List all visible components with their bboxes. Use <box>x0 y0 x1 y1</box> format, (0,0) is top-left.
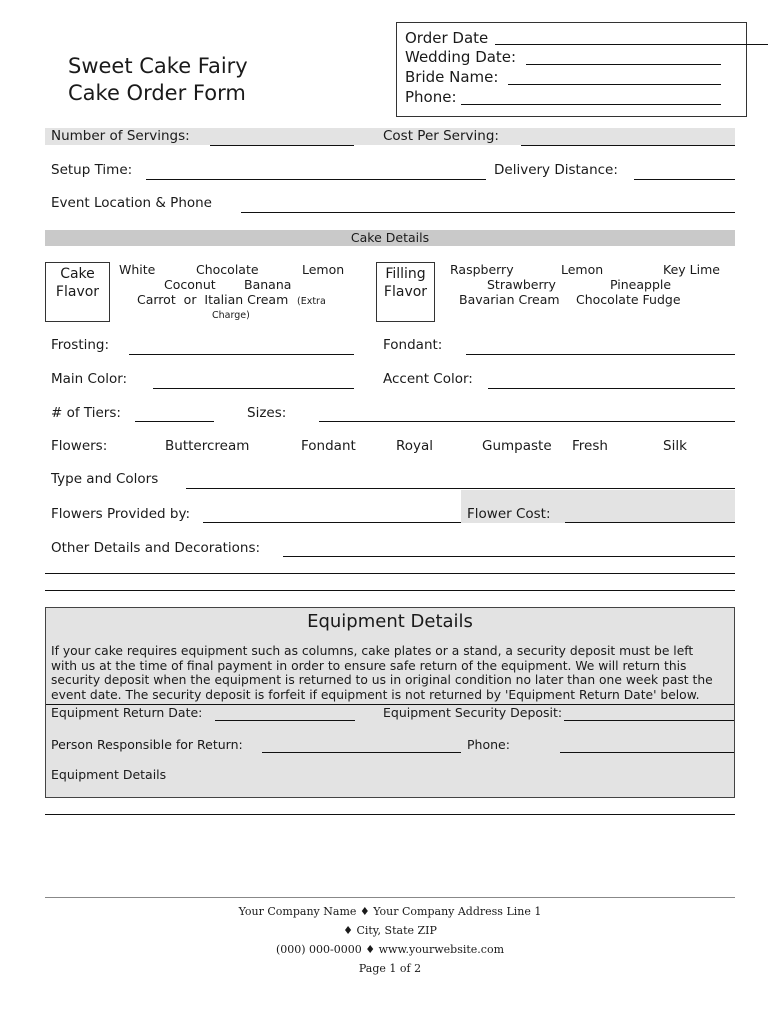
security-deposit-label: Equipment Security Deposit: <box>383 705 563 720</box>
footer-divider <box>45 897 735 898</box>
filling-key-lime[interactable]: Key Lime <box>663 262 720 277</box>
equipment-paragraph-line1: If your cake requires equipment such as columns, cake plates or a stand, a security deposit must be left <box>51 644 694 658</box>
cake-details-title: Cake Details <box>350 230 430 245</box>
extra-charge-line1: (Extra <box>297 296 326 307</box>
equipment-title: Equipment Details <box>307 611 473 632</box>
cake-flavor-box-line1: Cake <box>60 266 95 282</box>
bride-name-label: Bride Name: <box>405 68 499 86</box>
flower-cost-field[interactable] <box>565 522 735 523</box>
accent-color-field[interactable] <box>488 388 735 389</box>
equipment-details-line[interactable] <box>45 814 735 815</box>
other-details-field[interactable] <box>283 556 735 557</box>
filling-flavor-box <box>376 262 435 322</box>
phone-field[interactable] <box>461 104 721 105</box>
flower-cost-label: Flower Cost: <box>467 506 551 522</box>
equipment-paragraph-line3: security deposit when the equipment is returned to us in original condition no later than one week past the <box>51 673 713 687</box>
return-date-field[interactable] <box>215 720 355 721</box>
cake-flavor-banana[interactable]: Banana <box>244 277 292 292</box>
return-date-label: Equipment Return Date: <box>51 705 203 720</box>
cake-flavor-white[interactable]: White <box>119 262 156 277</box>
flower-fresh[interactable]: Fresh <box>572 438 608 454</box>
extra-charge-line2: Charge) <box>212 310 250 321</box>
order-date-field[interactable] <box>495 44 768 45</box>
filling-chocolate-fudge[interactable]: Chocolate Fudge <box>576 292 681 307</box>
flower-silk[interactable]: Silk <box>663 438 687 454</box>
main-color-field[interactable] <box>153 388 354 389</box>
other-details-line-2[interactable] <box>45 573 735 574</box>
tiers-label: # of Tiers: <box>51 405 121 421</box>
type-colors-label: Type and Colors <box>51 471 159 487</box>
filling-flavor-box-line1: Filling <box>385 266 426 282</box>
filling-pineapple[interactable]: Pineapple <box>610 277 672 292</box>
equipment-phone-label: Phone: <box>467 737 510 752</box>
main-color-label: Main Color: <box>51 371 128 387</box>
equipment-paragraph-line4: event date. The security deposit is forfeit if equipment is not returned by 'Equipment Return Date' below. <box>51 687 700 702</box>
tiers-field[interactable] <box>135 421 214 422</box>
cake-flavor-box-line2: Flavor <box>55 284 100 300</box>
person-responsible-field[interactable] <box>262 752 461 753</box>
phone-label: Phone: <box>405 88 457 106</box>
equipment-phone-field[interactable] <box>560 752 734 753</box>
flowers-provided-field[interactable] <box>203 522 461 523</box>
filling-flavor-box-line2: Flavor <box>383 284 428 300</box>
frosting-field[interactable] <box>129 354 354 355</box>
flowers-provided-label: Flowers Provided by: <box>51 506 191 522</box>
fondant-field[interactable] <box>466 354 735 355</box>
company-name: Sweet Cake Fairy <box>68 54 248 78</box>
sizes-label: Sizes: <box>247 405 287 421</box>
order-date-label: Order Date <box>405 29 489 47</box>
cake-flavor-lemon[interactable]: Lemon <box>302 262 345 277</box>
sizes-field[interactable] <box>319 421 735 422</box>
other-details-line-3[interactable] <box>45 590 735 591</box>
footer-address: Your Company Name ♦ Your Company Address Line 1 <box>238 905 542 918</box>
frosting-label: Frosting: <box>51 337 110 353</box>
security-deposit-field[interactable] <box>564 720 734 721</box>
filling-strawberry[interactable]: Strawberry <box>487 277 556 292</box>
order-info-box <box>396 22 747 117</box>
flower-buttercream[interactable]: Buttercream <box>165 438 250 454</box>
cost-per-serving-label: Cost Per Serving: <box>383 128 499 144</box>
equipment-details-label: Equipment Details <box>51 767 167 782</box>
equipment-section <box>45 607 735 798</box>
servings-field[interactable] <box>210 145 354 146</box>
cake-flavor-carrot-italian[interactable]: Carrot or Italian Cream <box>137 292 289 307</box>
flower-fondant[interactable]: Fondant <box>301 438 356 454</box>
cake-flavor-box <box>45 262 110 322</box>
person-responsible-label: Person Responsible for Return: <box>51 737 243 752</box>
servings-label: Number of Servings: <box>51 128 190 144</box>
delivery-distance-label: Delivery Distance: <box>494 162 618 178</box>
flower-gumpaste[interactable]: Gumpaste <box>482 438 552 454</box>
filling-bavarian-cream[interactable]: Bavarian Cream <box>459 292 560 307</box>
setup-time-field[interactable] <box>146 179 486 180</box>
cake-flavor-chocolate[interactable]: Chocolate <box>196 262 259 277</box>
delivery-distance-field[interactable] <box>634 179 735 180</box>
flower-royal[interactable]: Royal <box>396 438 434 454</box>
other-details-label: Other Details and Decorations: <box>51 540 261 556</box>
bride-name-field[interactable] <box>508 84 721 85</box>
flowers-label: Flowers: <box>51 438 108 454</box>
setup-time-label: Setup Time: <box>51 162 133 178</box>
event-location-field[interactable] <box>241 212 735 213</box>
cost-per-serving-field[interactable] <box>521 145 735 146</box>
accent-color-label: Accent Color: <box>383 371 473 387</box>
page-number: Page 1 of 2 <box>358 962 422 975</box>
equipment-paragraph-line2: with us at the time of final payment in order to ensure safe return of the equipment. We will return this <box>51 658 687 673</box>
footer-city: ♦ City, State ZIP <box>343 924 437 937</box>
filling-lemon[interactable]: Lemon <box>561 262 604 277</box>
wedding-date-field[interactable] <box>526 64 721 65</box>
form-title: Cake Order Form <box>68 81 246 105</box>
fondant-label: Fondant: <box>383 337 443 353</box>
cake-flavor-coconut[interactable]: Coconut <box>164 277 216 292</box>
wedding-date-label: Wedding Date: <box>405 48 517 66</box>
event-location-label: Event Location & Phone <box>51 195 212 211</box>
type-colors-field[interactable] <box>186 488 735 489</box>
filling-raspberry[interactable]: Raspberry <box>450 262 514 277</box>
footer-contact: (000) 000-0000 ♦ www.yourwebsite.com <box>275 943 505 956</box>
